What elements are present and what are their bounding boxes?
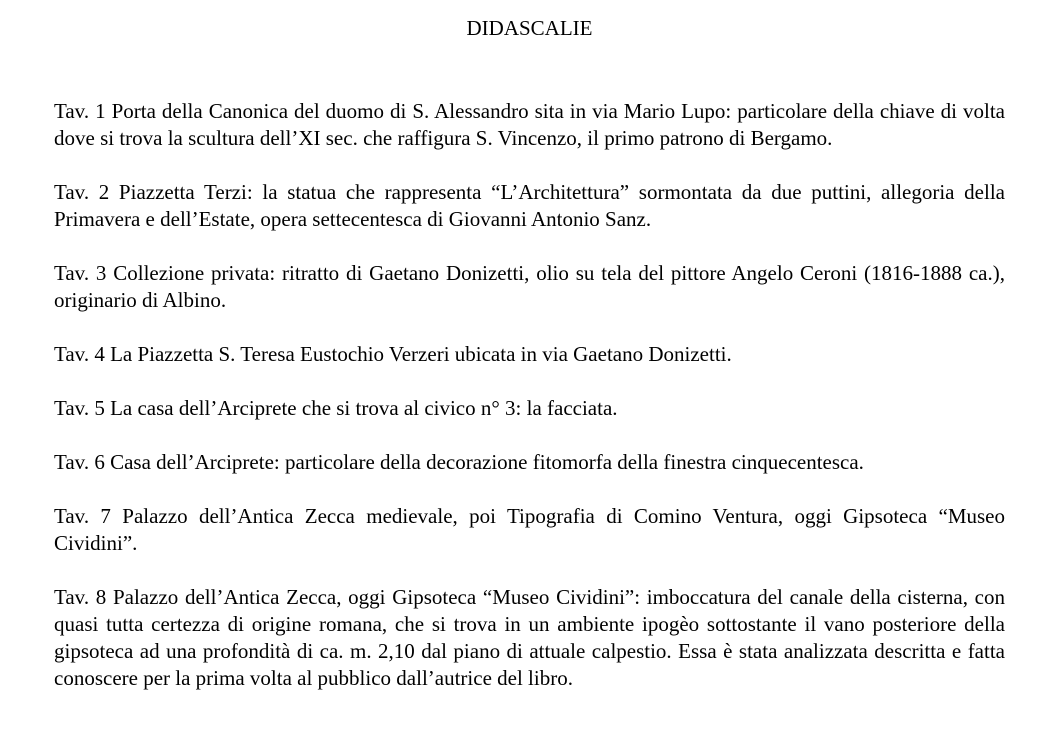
document-title: DIDASCALIE bbox=[466, 16, 593, 40]
caption-tav-7: Tav. 7 Palazzo dell’Antica Zecca medievale, poi Tipografia di Comino Ventura, oggi Gipsoteca “Museo Cividini”. bbox=[54, 504, 1005, 555]
caption-tav-5: Tav. 5 La casa dell’Arciprete che si trova al civico n° 3: la facciata. bbox=[54, 396, 618, 420]
caption-tav-8: Tav. 8 Palazzo dell’Antica Zecca, oggi Gipsoteca “Museo Cividini”: imboccatura del canale della cisterna, con quasi tutta certezza di origine romana, che si trova in un ambiente ipogèo sottostante il vano posteriore della gipsoteca ad una profondità di ca. m. 2,10 dal piano di attuale calpestio. Essa è stata analizzata descritta e fatta conoscere per la prima volta al pubblico dall’autrice del libro. bbox=[54, 585, 1005, 690]
caption-tav-4: Tav. 4 La Piazzetta S. Teresa Eustochio Verzeri ubicata in via Gaetano Donizetti. bbox=[54, 342, 732, 366]
caption-tav-6: Tav. 6 Casa dell’Arciprete: particolare della decorazione fitomorfa della finestra cinquecentesca. bbox=[54, 450, 864, 474]
caption-tav-3: Tav. 3 Collezione privata: ritratto di Gaetano Donizetti, olio su tela del pittore Angelo Ceroni (1816-1888 ca.), originario di Albino. bbox=[54, 261, 1005, 312]
caption-tav-1: Tav. 1 Porta della Canonica del duomo di S. Alessandro sita in via Mario Lupo: particolare della chiave di volta dove si trova la scultura dell’XI sec. che raffigura S. Vincenzo, il primo patrono di Bergamo. bbox=[54, 99, 1005, 150]
caption-tav-2: Tav. 2 Piazzetta Terzi: la statua che rappresenta “L’Architettura” sormontata da due puttini, allegoria della Primavera e dell’Estate, opera settecentesca di Giovanni Antonio Sanz. bbox=[54, 180, 1005, 231]
document-page bbox=[54, 14, 1005, 692]
